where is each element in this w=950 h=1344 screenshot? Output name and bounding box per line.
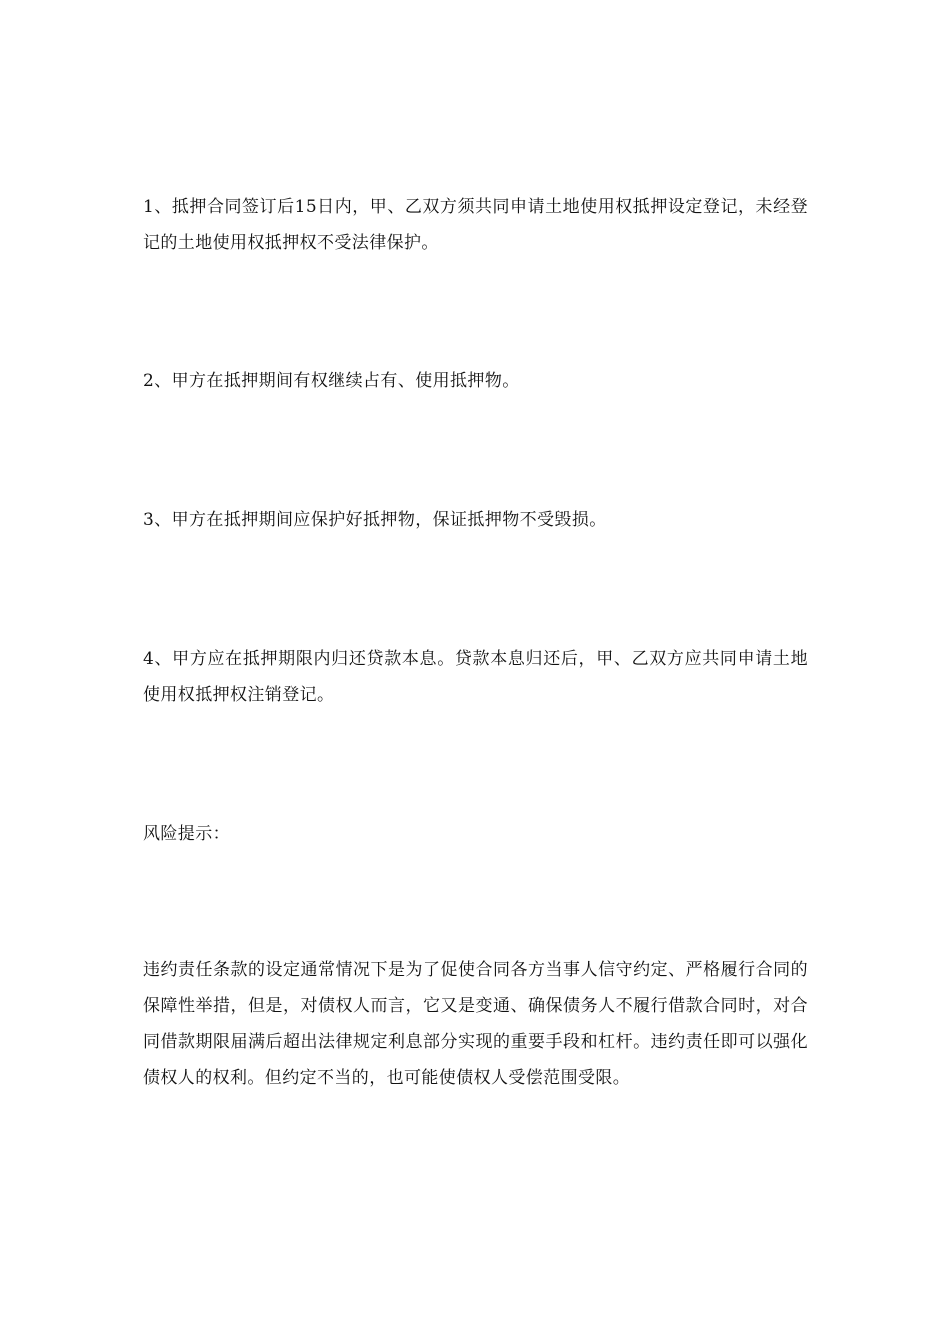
clause-3-paragraph: 3、甲方在抵押期间应保护好抵押物，保证抵押物不受毁损。	[143, 510, 607, 530]
clause-1-paragraph: 1、抵押合同签订后15日内，甲、乙双方须共同申请土地使用权抵押设定登记，未经登记的土地使用权抵押权不受法律保护。	[143, 197, 808, 253]
risk-notice-paragraph: 违约责任条款的设定通常情况下是为了促使合同各方当事人信守约定、严格履行合同的保障性举措，但是，对债权人而言，它又是变通、确保债务人不履行借款合同时，对合同借款期限届满后超出法律规定利息部分实现的重要手段和杠杆。违约责任即可以强化债权人的权利。但约定不当的，也可能使债权人受偿范围受限。	[143, 960, 808, 1088]
clause-2-paragraph: 2、甲方在抵押期间有权继续占有、使用抵押物。	[143, 371, 520, 391]
risk-notice-heading: 风险提示：	[143, 824, 230, 844]
clause-4-paragraph: 4、甲方应在抵押期限内归还贷款本息。贷款本息归还后，甲、乙双方应共同申请土地使用权抵押权注销登记。	[143, 649, 808, 705]
